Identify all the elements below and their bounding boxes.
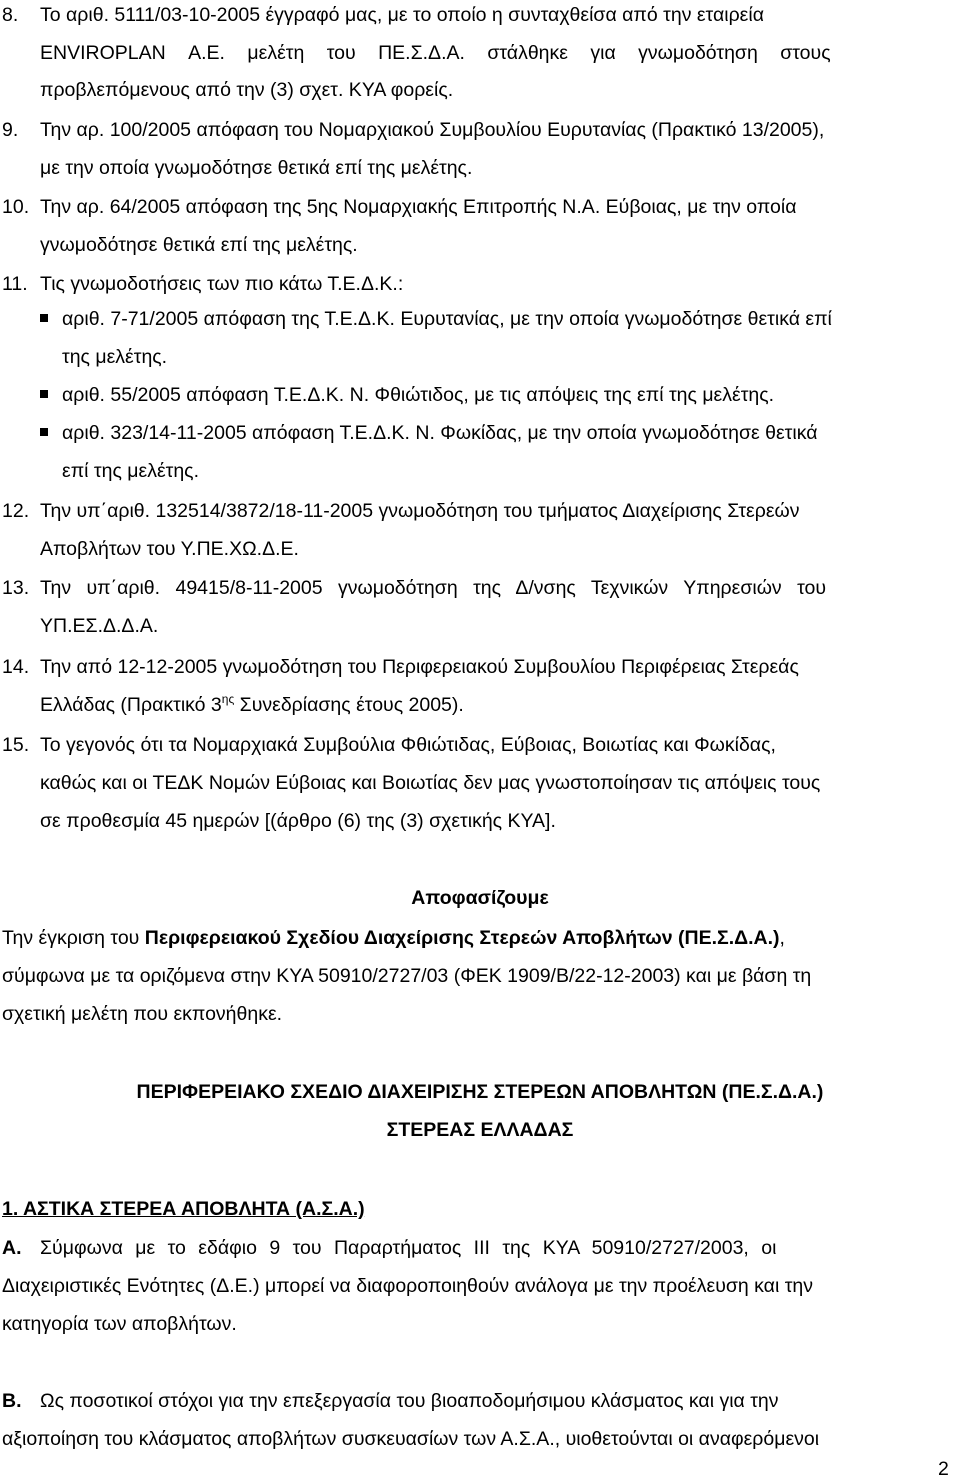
paragraph-a-label: Α. (2, 1237, 22, 1259)
decision-text-2: σύμφωνα με τα οριζόμενα στην ΚΥΑ 50910/2727/03 (ΦΕΚ 1909/Β/22-12-2003) και με βάση τη (2, 965, 812, 987)
bullet-square-icon (40, 314, 48, 322)
paragraph-b-text-2: αξιοποίηση του κλάσματος αποβλήτων συσκευασίων των Α.Σ.Α., υιοθετούνται οι αναφερόμενοι (2, 1428, 820, 1450)
plan-title-line-1: ΠΕΡΙΦΕΡΕΙΑΚΟ ΣΧΕΔΙΟ ΔΙΑΧΕΙΡΙΣΗΣ ΣΤΕΡΕΩΝ ΑΠΟΒΛΗΤΩΝ (ΠΕ.Σ.Δ.Α.) (136, 1081, 824, 1103)
item-8-text-3: προβλεπόμενους από την (3) σχετ. ΚΥΑ φορείς. (40, 79, 454, 101)
item-13-text-2: ΥΠ.ΕΣ.Δ.Δ.Α. (40, 615, 159, 637)
paragraph-b-label: Β. (2, 1390, 22, 1412)
item-8-number: 8. (2, 4, 19, 26)
decision-paragraph-line-1 (2, 926, 785, 950)
item-13-text-1: Την υπ΄αριθ. 49415/8-11-2005 γνωμοδότηση της Δ/νσης Τεχνικών Υπηρεσιών του (40, 577, 827, 599)
bullet-square-icon (40, 428, 48, 436)
plan-title-line-2: ΣΤΕΡΕΑΣ ΕΛΛΑΔΑΣ (386, 1119, 574, 1141)
item-13-number: 13. (2, 577, 30, 599)
item-11-bullet-3-text-2: επί της μελέτης. (62, 460, 199, 482)
item-10-text-1: Την αρ. 64/2005 απόφαση της 5ης Νομαρχιακής Επιτροπής Ν.Α. Εύβοιας, με την οποία (40, 196, 797, 218)
item-14-superscript: ης (221, 692, 235, 706)
item-14-number: 14. (2, 656, 30, 678)
item-10-text-2: γνωμοδότησε θετικά επί της μελέτης. (40, 234, 358, 256)
item-9-number: 9. (2, 119, 19, 141)
item-11-bullet-1-text-2: της μελέτης. (62, 346, 168, 368)
item-10-number: 10. (2, 196, 30, 218)
item-11-bullet-3-text-1: αριθ. 323/14-11-2005 απόφαση Τ.Ε.Δ.Κ. Ν. Φωκίδας, με την οποία γνωμοδότησε θετικά (62, 422, 818, 444)
item-11-number: 11. (2, 273, 28, 295)
item-11-text-1: Τις γνωμοδοτήσεις των πιο κάτω Τ.Ε.Δ.Κ.: (40, 273, 404, 295)
paragraph-a-text-2: Διαχειριστικές Ενότητες (Δ.Ε.) μπορεί να διαφοροποιηθούν ανάλογα με την προέλευση και την (2, 1275, 813, 1297)
paragraph-b-text-1: Ως ποσοτικοί στόχοι για την επεξεργασία του βιοαποδομήσιμου κλάσματος και για την (40, 1390, 779, 1412)
section-1-heading: 1. ΑΣΤΙΚΑ ΣΤΕΡΕΑ ΑΠΟΒΛΗΤΑ (Α.Σ.Α.) (2, 1198, 365, 1220)
paragraph-a-text-3: κατηγορία των αποβλήτων. (2, 1313, 237, 1335)
item-14-text-2a: Ελλάδας (Πρακτικό 3 (40, 694, 222, 716)
item-15-text-2: καθώς και οι ΤΕΔΚ Νομών Εύβοιας και Βοιωτίας δεν μας γνωστοποίησαν τις απόψεις τους (40, 772, 821, 794)
item-14-line-2 (40, 693, 464, 717)
item-12-text-1: Την υπ΄αριθ. 132514/3872/18-11-2005 γνωμοδότηση του τμήματος Διαχείρισης Στερεών (40, 500, 800, 522)
item-8-text-2: ENVIROPLAN Α.Ε. μελέτη του ΠΕ.Σ.Δ.Α. στάλθηκε για γνωμοδότηση στους (40, 42, 831, 64)
item-15-text-1: Το γεγονός ότι τα Νομαρχιακά Συμβούλια Φθιώτιδας, Εύβοιας, Βοιωτίας και Φωκίδας, (40, 734, 776, 756)
item-9-text-2: με την οποία γνωμοδότησε θετικά επί της μελέτης. (40, 157, 473, 179)
item-15-number: 15. (2, 734, 30, 756)
page-number: 2 (938, 1458, 949, 1480)
item-15-text-3: σε προθεσμία 45 ημερών [(άρθρο (6) της (3) σχετικής ΚΥΑ]. (40, 810, 556, 832)
item-8-line-1 (40, 3, 955, 27)
item-9-text-1: Την αρ. 100/2005 απόφαση του Νομαρχιακού Συμβουλίου Ευρυτανίας (Πρακτικό 13/2005), (40, 119, 825, 141)
decision-plan-name: Περιφερειακού Σχεδίου Διαχείρισης Στερεών Αποβλήτων (ΠΕ.Σ.Δ.Α.) (144, 927, 780, 949)
item-8-line-2 (40, 41, 955, 65)
item-12-text-2: Αποβλήτων του Υ.ΠΕ.ΧΩ.Δ.Ε. (40, 538, 299, 560)
paragraph-a-text-1: Σύμφωνα με το εδάφιο 9 του Παραρτήματος ΙΙΙ της ΚΥΑ 50910/2727/2003, οι (40, 1237, 777, 1259)
decision-heading: Αποφασίζουμε (411, 887, 549, 909)
item-12-number: 12. (2, 500, 30, 522)
decision-text-post: , (779, 927, 785, 949)
item-14-text-1: Την από 12-12-2005 γνωμοδότηση του Περιφερειακού Συμβουλίου Περιφέρειας Στερεάς (40, 656, 799, 678)
item-11-bullet-2-text-1: αριθ. 55/2005 απόφαση Τ.Ε.Δ.Κ. Ν. Φθιώτιδος, με τις απόψεις της επί της μελέτης. (62, 384, 775, 406)
item-14-text-2b: Συνεδρίασης έτους 2005). (234, 694, 464, 716)
decision-text-3: σχετική μελέτη που εκπονήθηκε. (2, 1003, 283, 1025)
bullet-square-icon (40, 390, 48, 398)
decision-text-pre: Την έγκριση του (2, 927, 145, 949)
item-8-text-1: Το αριθ. 5111/03-10-2005 έγγραφό μας, με το οποίο η συνταχθείσα από την εταιρεία (40, 4, 764, 26)
item-11-bullet-1-text-1: αριθ. 7-71/2005 απόφαση της Τ.Ε.Δ.Κ. Ευρυτανίας, με την οποία γνωμοδότησε θετικά επί (62, 308, 832, 330)
